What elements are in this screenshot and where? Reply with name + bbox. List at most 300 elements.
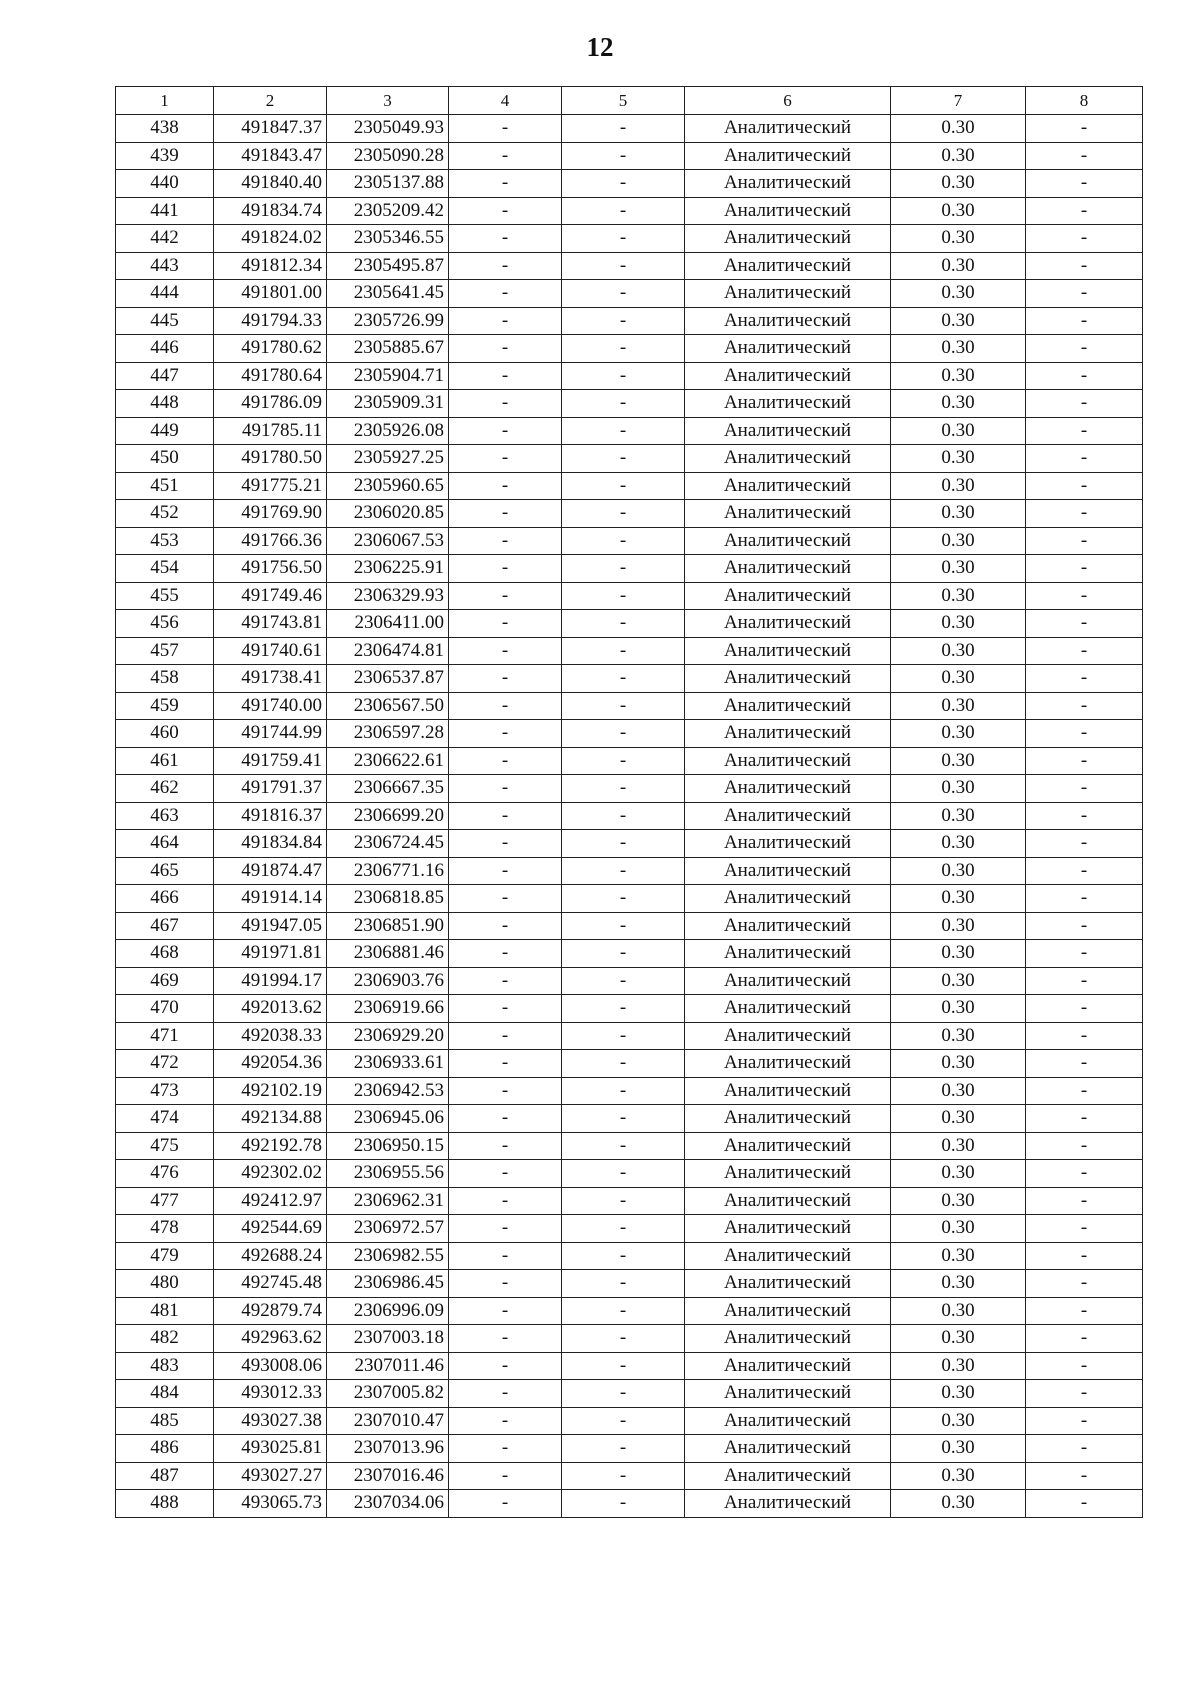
table-cell-col-8: - [1026,610,1143,638]
table-cell-col-1: 488 [116,1490,214,1518]
table-cell-col-8: - [1026,995,1143,1023]
column-header-1: 1 [116,87,214,115]
table-row [116,1380,1143,1408]
table-row [116,362,1143,390]
table-cell-col-8: - [1026,500,1143,528]
table-cell-col-6: Аналитический [685,1325,891,1353]
table-cell-col-4: - [449,527,562,555]
table-cell-col-7: 0.30 [891,1270,1026,1298]
table-cell-col-2: 491780.62 [214,335,327,363]
table-cell-col-3: 2307034.06 [327,1490,449,1518]
table-cell-col-1: 475 [116,1132,214,1160]
table-cell-col-2: 491801.00 [214,280,327,308]
table-cell-col-4: - [449,335,562,363]
table-cell-col-7: 0.30 [891,1187,1026,1215]
table-cell-col-7: 0.30 [891,1077,1026,1105]
table-cell-col-8: - [1026,637,1143,665]
table-cell-col-2: 492013.62 [214,995,327,1023]
table-cell-col-7: 0.30 [891,307,1026,335]
table-cell-col-3: 2306020.85 [327,500,449,528]
table-cell-col-3: 2305495.87 [327,252,449,280]
table-cell-col-3: 2306567.50 [327,692,449,720]
table-cell-col-1: 438 [116,115,214,143]
table-cell-col-6: Аналитический [685,1380,891,1408]
table-cell-col-5: - [562,720,685,748]
table-row [116,802,1143,830]
table-cell-col-6: Аналитический [685,775,891,803]
table-cell-col-8: - [1026,692,1143,720]
table-cell-col-6: Аналитический [685,747,891,775]
table-row [116,142,1143,170]
table-cell-col-7: 0.30 [891,500,1026,528]
table-cell-col-8: - [1026,417,1143,445]
table-row [116,417,1143,445]
table-cell-col-4: - [449,1242,562,1270]
table-cell-col-2: 491843.47 [214,142,327,170]
table-row [116,885,1143,913]
table-cell-col-5: - [562,1215,685,1243]
table-cell-col-2: 493027.27 [214,1462,327,1490]
table-cell-col-7: 0.30 [891,775,1026,803]
table-cell-col-1: 454 [116,555,214,583]
table-cell-col-6: Аналитический [685,1132,891,1160]
table-cell-col-6: Аналитический [685,1050,891,1078]
table-cell-col-5: - [562,500,685,528]
table-cell-col-1: 465 [116,857,214,885]
table-cell-col-6: Аналитический [685,527,891,555]
table-cell-col-6: Аналитический [685,1077,891,1105]
table-cell-col-6: Аналитический [685,692,891,720]
table-cell-col-6: Аналитический [685,555,891,583]
table-cell-col-6: Аналитический [685,335,891,363]
table-cell-col-6: Аналитический [685,472,891,500]
table-cell-col-5: - [562,115,685,143]
table-cell-col-2: 491780.50 [214,445,327,473]
table-cell-col-5: - [562,252,685,280]
table-cell-col-8: - [1026,555,1143,583]
table-cell-col-7: 0.30 [891,1215,1026,1243]
table-cell-col-6: Аналитический [685,115,891,143]
table-cell-col-2: 491743.81 [214,610,327,638]
table-cell-col-1: 444 [116,280,214,308]
table-cell-col-8: - [1026,197,1143,225]
table-cell-col-3: 2306818.85 [327,885,449,913]
table-cell-col-7: 0.30 [891,1490,1026,1518]
table-cell-col-8: - [1026,912,1143,940]
table-cell-col-3: 2306955.56 [327,1160,449,1188]
table-row [116,1105,1143,1133]
table-cell-col-1: 452 [116,500,214,528]
table-cell-col-1: 442 [116,225,214,253]
table-cell-col-3: 2306986.45 [327,1270,449,1298]
table-cell-col-3: 2305909.31 [327,390,449,418]
table-row [116,1462,1143,1490]
table-cell-col-4: - [449,1160,562,1188]
table-cell-col-1: 470 [116,995,214,1023]
table-cell-col-3: 2306474.81 [327,637,449,665]
table-cell-col-2: 493065.73 [214,1490,327,1518]
table-cell-col-6: Аналитический [685,1297,891,1325]
table-cell-col-8: - [1026,802,1143,830]
table-cell-col-1: 478 [116,1215,214,1243]
table-cell-col-5: - [562,390,685,418]
table-cell-col-4: - [449,1215,562,1243]
table-cell-col-8: - [1026,1132,1143,1160]
table-cell-col-6: Аналитический [685,582,891,610]
table-cell-col-4: - [449,1050,562,1078]
table-cell-col-4: - [449,1187,562,1215]
table-cell-col-7: 0.30 [891,280,1026,308]
table-cell-col-3: 2306929.20 [327,1022,449,1050]
table-cell-col-7: 0.30 [891,1022,1026,1050]
table-row [116,665,1143,693]
table-cell-col-5: - [562,1380,685,1408]
table-cell-col-2: 492038.33 [214,1022,327,1050]
coordinates-table [115,86,1143,1518]
table-cell-col-3: 2305209.42 [327,197,449,225]
table-cell-col-5: - [562,912,685,940]
table-cell-col-3: 2306597.28 [327,720,449,748]
table-cell-col-7: 0.30 [891,967,1026,995]
table-cell-col-2: 491794.33 [214,307,327,335]
table-row [116,582,1143,610]
table-cell-col-6: Аналитический [685,967,891,995]
table-cell-col-1: 482 [116,1325,214,1353]
table-cell-col-5: - [562,1270,685,1298]
table-cell-col-4: - [449,555,562,583]
table-cell-col-3: 2307016.46 [327,1462,449,1490]
table-cell-col-4: - [449,802,562,830]
table-cell-col-6: Аналитический [685,1160,891,1188]
table-cell-col-4: - [449,912,562,940]
table-cell-col-8: - [1026,115,1143,143]
table-cell-col-2: 491766.36 [214,527,327,555]
table-cell-col-8: - [1026,1187,1143,1215]
table-cell-col-2: 493027.38 [214,1407,327,1435]
table-cell-col-1: 461 [116,747,214,775]
table-cell-col-8: - [1026,142,1143,170]
table-cell-col-1: 477 [116,1187,214,1215]
table-cell-col-2: 491775.21 [214,472,327,500]
table-row [116,1490,1143,1518]
table-row [116,1242,1143,1270]
table-cell-col-6: Аналитический [685,885,891,913]
table-cell-col-5: - [562,995,685,1023]
table-cell-col-6: Аналитический [685,362,891,390]
table-cell-col-3: 2306972.57 [327,1215,449,1243]
table-cell-col-4: - [449,637,562,665]
table-cell-col-8: - [1026,720,1143,748]
table-cell-col-8: - [1026,1407,1143,1435]
table-cell-col-2: 491738.41 [214,665,327,693]
table-cell-col-2: 491780.64 [214,362,327,390]
table-cell-col-8: - [1026,1050,1143,1078]
table-cell-col-1: 467 [116,912,214,940]
table-cell-col-1: 446 [116,335,214,363]
table-cell-col-3: 2306903.76 [327,967,449,995]
table-cell-col-7: 0.30 [891,1435,1026,1463]
table-cell-col-8: - [1026,1352,1143,1380]
table-cell-col-3: 2307005.82 [327,1380,449,1408]
column-header-7: 7 [891,87,1026,115]
table-row [116,940,1143,968]
table-cell-col-6: Аналитический [685,307,891,335]
table-cell-col-6: Аналитический [685,995,891,1023]
table-cell-col-5: - [562,1242,685,1270]
table-cell-col-7: 0.30 [891,472,1026,500]
table-row [116,555,1143,583]
table-cell-col-3: 2306933.61 [327,1050,449,1078]
table-row [116,692,1143,720]
table-cell-col-8: - [1026,665,1143,693]
table-cell-col-7: 0.30 [891,555,1026,583]
table-cell-col-4: - [449,995,562,1023]
table-cell-col-6: Аналитический [685,170,891,198]
table-cell-col-6: Аналитический [685,610,891,638]
table-row [116,1215,1143,1243]
table-row [116,912,1143,940]
table-row [116,1187,1143,1215]
table-cell-col-8: - [1026,885,1143,913]
table-cell-col-2: 491749.46 [214,582,327,610]
table-cell-col-4: - [449,610,562,638]
table-cell-col-2: 491812.34 [214,252,327,280]
table-row [116,445,1143,473]
table-cell-col-2: 491740.00 [214,692,327,720]
table-cell-col-8: - [1026,1325,1143,1353]
table-cell-col-3: 2306329.93 [327,582,449,610]
table-row [116,527,1143,555]
table-cell-col-2: 493025.81 [214,1435,327,1463]
table-cell-col-7: 0.30 [891,692,1026,720]
table-cell-col-5: - [562,280,685,308]
table-cell-col-1: 448 [116,390,214,418]
table-cell-col-3: 2306225.91 [327,555,449,583]
table-cell-col-1: 439 [116,142,214,170]
table-cell-col-6: Аналитический [685,720,891,748]
table-cell-col-7: 0.30 [891,885,1026,913]
table-cell-col-8: - [1026,362,1143,390]
table-cell-col-5: - [562,582,685,610]
table-cell-col-1: 486 [116,1435,214,1463]
column-header-2: 2 [214,87,327,115]
table-cell-col-5: - [562,362,685,390]
table-cell-col-4: - [449,857,562,885]
table-cell-col-5: - [562,665,685,693]
table-cell-col-3: 2306950.15 [327,1132,449,1160]
table-cell-col-7: 0.30 [891,362,1026,390]
table-cell-col-3: 2306724.45 [327,830,449,858]
table-cell-col-7: 0.30 [891,747,1026,775]
table-cell-col-1: 445 [116,307,214,335]
table-cell-col-7: 0.30 [891,1050,1026,1078]
table-row [116,857,1143,885]
table-cell-col-5: - [562,1050,685,1078]
table-cell-col-4: - [449,307,562,335]
table-cell-col-3: 2306699.20 [327,802,449,830]
table-cell-col-1: 466 [116,885,214,913]
table-cell-col-2: 491740.61 [214,637,327,665]
table-row [116,1435,1143,1463]
table-cell-col-1: 479 [116,1242,214,1270]
table-cell-col-3: 2307011.46 [327,1352,449,1380]
table-cell-col-8: - [1026,967,1143,995]
table-cell-col-3: 2306411.00 [327,610,449,638]
table-cell-col-4: - [449,665,562,693]
table-cell-col-3: 2305346.55 [327,225,449,253]
table-row [116,1050,1143,1078]
table-body [116,115,1143,1518]
table-cell-col-7: 0.30 [891,390,1026,418]
table-cell-col-4: - [449,720,562,748]
table-cell-col-7: 0.30 [891,527,1026,555]
table-cell-col-2: 491874.47 [214,857,327,885]
table-cell-col-6: Аналитический [685,1215,891,1243]
table-row [116,610,1143,638]
table-cell-col-6: Аналитический [685,940,891,968]
table-cell-col-4: - [449,1325,562,1353]
table-cell-col-6: Аналитический [685,1105,891,1133]
table-cell-col-1: 468 [116,940,214,968]
table-row [116,280,1143,308]
table-cell-col-5: - [562,1352,685,1380]
table-cell-col-5: - [562,1325,685,1353]
table-cell-col-3: 2306942.53 [327,1077,449,1105]
table-cell-col-5: - [562,885,685,913]
table-cell-col-7: 0.30 [891,417,1026,445]
table-cell-col-1: 450 [116,445,214,473]
table-cell-col-6: Аналитический [685,142,891,170]
table-cell-col-7: 0.30 [891,1352,1026,1380]
table-cell-col-1: 443 [116,252,214,280]
table-cell-col-8: - [1026,1490,1143,1518]
table-cell-col-2: 492412.97 [214,1187,327,1215]
table-cell-col-7: 0.30 [891,1462,1026,1490]
table-cell-col-3: 2306851.90 [327,912,449,940]
table-cell-col-1: 463 [116,802,214,830]
table-cell-col-4: - [449,280,562,308]
table-cell-col-8: - [1026,1242,1143,1270]
table-cell-col-2: 492745.48 [214,1270,327,1298]
table-cell-col-3: 2306667.35 [327,775,449,803]
table-cell-col-8: - [1026,390,1143,418]
table-cell-col-4: - [449,1022,562,1050]
table-cell-col-1: 440 [116,170,214,198]
table-cell-col-1: 453 [116,527,214,555]
table-cell-col-7: 0.30 [891,995,1026,1023]
table-row [116,197,1143,225]
column-header-3: 3 [327,87,449,115]
table-cell-col-3: 2306771.16 [327,857,449,885]
table-cell-col-5: - [562,775,685,803]
table-cell-col-3: 2305137.88 [327,170,449,198]
column-header-6: 6 [685,87,891,115]
table-cell-col-7: 0.30 [891,197,1026,225]
table-cell-col-3: 2305090.28 [327,142,449,170]
table-cell-col-5: - [562,555,685,583]
table-cell-col-2: 492054.36 [214,1050,327,1078]
table-cell-col-3: 2305049.93 [327,115,449,143]
table-cell-col-1: 472 [116,1050,214,1078]
table-cell-col-3: 2306067.53 [327,527,449,555]
table-cell-col-7: 0.30 [891,1325,1026,1353]
table-cell-col-5: - [562,830,685,858]
table-cell-col-1: 459 [116,692,214,720]
table-cell-col-7: 0.30 [891,610,1026,638]
table-cell-col-4: - [449,197,562,225]
table-cell-col-7: 0.30 [891,665,1026,693]
table-cell-col-5: - [562,1187,685,1215]
table-cell-col-3: 2305726.99 [327,307,449,335]
table-cell-col-1: 471 [116,1022,214,1050]
table-cell-col-1: 473 [116,1077,214,1105]
table-cell-col-8: - [1026,170,1143,198]
table-cell-col-3: 2305960.65 [327,472,449,500]
table-cell-col-8: - [1026,335,1143,363]
table-cell-col-2: 493008.06 [214,1352,327,1380]
table-cell-col-5: - [562,142,685,170]
table-cell-col-7: 0.30 [891,170,1026,198]
table-cell-col-7: 0.30 [891,857,1026,885]
table-cell-col-2: 491971.81 [214,940,327,968]
table-cell-col-2: 492302.02 [214,1160,327,1188]
table-cell-col-5: - [562,747,685,775]
table-cell-col-6: Аналитический [685,665,891,693]
table-row [116,1270,1143,1298]
table-cell-col-2: 492102.19 [214,1077,327,1105]
table-cell-col-3: 2305904.71 [327,362,449,390]
table-row [116,390,1143,418]
table-row [116,637,1143,665]
table-cell-col-4: - [449,445,562,473]
table-cell-col-1: 456 [116,610,214,638]
table-cell-col-1: 476 [116,1160,214,1188]
table-cell-col-2: 491824.02 [214,225,327,253]
table-cell-col-3: 2307010.47 [327,1407,449,1435]
table-cell-col-8: - [1026,1297,1143,1325]
table-cell-col-6: Аналитический [685,1352,891,1380]
table-cell-col-4: - [449,885,562,913]
table-cell-col-2: 492688.24 [214,1242,327,1270]
table-cell-col-8: - [1026,1160,1143,1188]
column-header-5: 5 [562,87,685,115]
table-cell-col-6: Аналитический [685,1407,891,1435]
table-row [116,775,1143,803]
table-cell-col-4: - [449,1490,562,1518]
table-cell-col-7: 0.30 [891,1160,1026,1188]
table-cell-col-8: - [1026,1105,1143,1133]
table-cell-col-7: 0.30 [891,335,1026,363]
table-cell-col-7: 0.30 [891,142,1026,170]
table-cell-col-4: - [449,1270,562,1298]
table-cell-col-8: - [1026,1077,1143,1105]
table-cell-col-5: - [562,1297,685,1325]
table-row [116,1160,1143,1188]
table-cell-col-4: - [449,390,562,418]
table-cell-col-2: 491791.37 [214,775,327,803]
table-cell-col-2: 491759.41 [214,747,327,775]
table-cell-col-5: - [562,1490,685,1518]
table-cell-col-4: - [449,775,562,803]
table-cell-col-7: 0.30 [891,912,1026,940]
table-cell-col-7: 0.30 [891,802,1026,830]
table-cell-col-1: 487 [116,1462,214,1490]
table-row [116,995,1143,1023]
table-cell-col-2: 491834.84 [214,830,327,858]
page-number: 12 [586,32,614,62]
table-cell-col-8: - [1026,830,1143,858]
table-cell-col-6: Аналитический [685,1270,891,1298]
